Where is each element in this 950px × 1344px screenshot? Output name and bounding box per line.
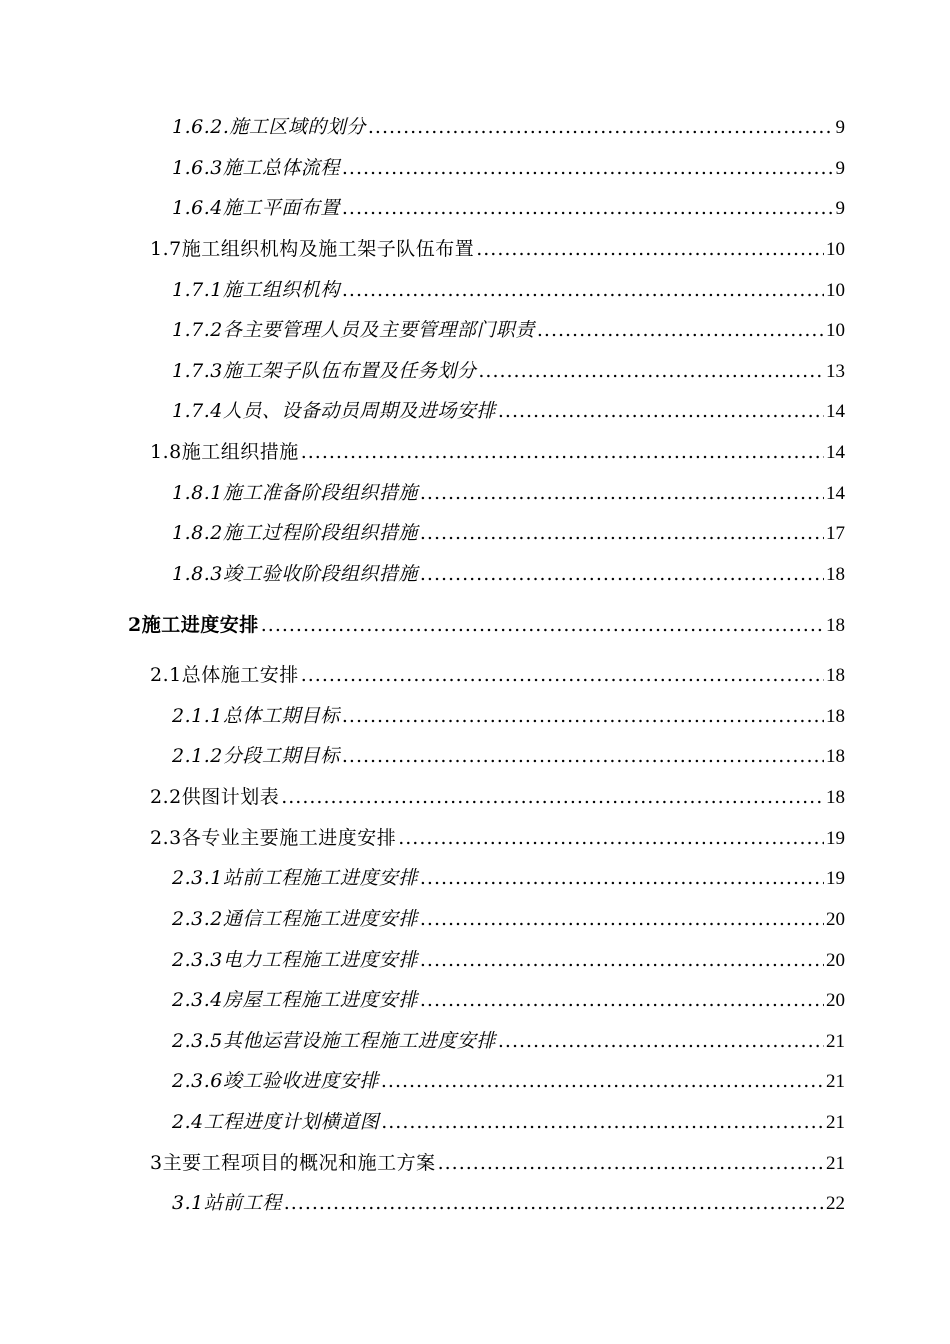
toc-entry[interactable] (172, 1190, 845, 1217)
toc-entry[interactable] (172, 1109, 845, 1136)
toc-dot-leader (420, 987, 824, 1013)
toc-page-number: 13 (826, 361, 845, 382)
toc-page-number: 21 (826, 1071, 845, 1092)
toc-page-number: 18 (826, 615, 845, 636)
toc-dot-leader (420, 480, 824, 506)
toc-dot-leader (301, 439, 824, 465)
toc-entry-title: 2.3.3电力工程施工进度安排 (172, 949, 418, 971)
toc-entry-title: 2.3.2通信工程施工进度安排 (172, 908, 418, 930)
toc-dot-leader (342, 195, 834, 221)
toc-entry[interactable] (172, 155, 845, 182)
toc-dot-leader (438, 1150, 824, 1176)
toc-entry[interactable] (172, 317, 845, 344)
toc-entry[interactable] (172, 947, 845, 974)
toc-dot-leader (420, 520, 824, 546)
toc-page-number: 14 (826, 483, 845, 504)
toc-entry[interactable] (150, 439, 845, 466)
toc-entry[interactable] (172, 114, 845, 141)
toc-dot-leader (281, 784, 824, 810)
toc-dot-leader (301, 662, 824, 688)
toc-entry-title: 2.1总体施工安排 (150, 664, 299, 686)
toc-entry[interactable] (172, 277, 845, 304)
toc-dot-leader (342, 277, 824, 303)
toc-entry[interactable] (150, 236, 845, 263)
toc-page-number: 9 (835, 158, 845, 179)
toc-page-number: 20 (826, 909, 845, 930)
toc-entry-title: 1.7.2各主要管理人员及主要管理部门职责 (172, 319, 535, 341)
toc-entry-title: 2.3.1站前工程施工进度安排 (172, 867, 418, 889)
toc-page-number: 22 (826, 1193, 845, 1214)
toc-dot-leader (420, 947, 824, 973)
toc-entry-title: 1.7.4人员、设备动员周期及进场安排 (172, 400, 496, 422)
toc-dot-leader (284, 1190, 824, 1216)
toc-dot-leader (342, 155, 834, 181)
toc-entry-title: 1.8.1施工准备阶段组织措施 (172, 482, 418, 504)
toc-page-number: 9 (835, 117, 845, 138)
toc-entry[interactable] (150, 825, 845, 852)
toc-dot-leader (498, 398, 824, 424)
toc-dot-leader (498, 1028, 824, 1054)
toc-entry-title: 1.7.3施工架子队伍布置及任务划分 (172, 360, 477, 382)
toc-page-number: 18 (826, 746, 845, 767)
toc-entry-title: 1.8施工组织措施 (150, 441, 299, 463)
toc-entry[interactable] (172, 1028, 845, 1055)
toc-dot-leader (420, 906, 824, 932)
toc-page-number: 20 (826, 990, 845, 1011)
toc-page-number: 19 (826, 868, 845, 889)
toc-page-number: 18 (826, 564, 845, 585)
toc-entry-title: 2.3各专业主要施工进度安排 (150, 827, 397, 849)
toc-entry[interactable] (172, 358, 845, 385)
toc-page-number: 10 (826, 320, 845, 341)
toc-page-number: 19 (826, 828, 845, 849)
toc-page-number: 21 (826, 1153, 845, 1174)
toc-entry[interactable] (128, 612, 845, 639)
toc-dot-leader (342, 743, 824, 769)
toc-dot-leader (537, 317, 824, 343)
toc-entry-title: 1.8.2施工过程阶段组织措施 (172, 522, 418, 544)
toc-entry[interactable] (172, 195, 845, 222)
toc-entry-title: 2.3.4房屋工程施工进度安排 (172, 989, 418, 1011)
toc-entry-title: 1.6.2.施工区域的划分 (172, 116, 366, 138)
toc-entry-title: 1.7.1施工组织机构 (172, 279, 340, 301)
toc-dot-leader (398, 825, 824, 851)
toc-entry-title: 1.6.4施工平面布置 (172, 197, 340, 219)
toc-dot-leader (381, 1068, 824, 1094)
toc-page-number: 18 (826, 665, 845, 686)
toc-page-number: 18 (826, 787, 845, 808)
toc-entry[interactable] (172, 1068, 845, 1095)
toc-entry[interactable] (150, 662, 845, 689)
toc-dot-leader (476, 236, 824, 262)
toc-entry-title: 3主要工程项目的概况和施工方案 (150, 1152, 436, 1174)
toc-entry[interactable] (172, 906, 845, 933)
toc-entry[interactable] (172, 703, 845, 730)
toc-dot-leader (261, 612, 824, 638)
toc-dot-leader (381, 1109, 824, 1135)
toc-page-number: 21 (826, 1112, 845, 1133)
toc-entry[interactable] (172, 743, 845, 770)
toc-dot-leader (420, 865, 824, 891)
toc-dot-leader (478, 358, 824, 384)
toc-entry[interactable] (172, 865, 845, 892)
toc-page-number: 21 (826, 1031, 845, 1052)
toc-entry[interactable] (172, 480, 845, 507)
toc-page-number: 17 (826, 523, 845, 544)
toc-page-number: 18 (826, 706, 845, 727)
toc-dot-leader (368, 114, 834, 140)
toc-entry-title: 1.7施工组织机构及施工架子队伍布置 (150, 238, 475, 260)
toc-page-number: 14 (826, 401, 845, 422)
toc-entry[interactable] (172, 398, 845, 425)
toc-entry-title: 2.4工程进度计划横道图 (172, 1111, 380, 1133)
toc-dot-leader (342, 703, 824, 729)
toc-entry[interactable] (172, 987, 845, 1014)
toc-entry-title: 2.3.5其他运营设施工程施工进度安排 (172, 1030, 496, 1052)
toc-entry[interactable] (172, 520, 845, 547)
toc-entry-title: 1.6.3施工总体流程 (172, 157, 340, 179)
toc-entry-title: 2.3.6竣工验收进度安排 (172, 1070, 379, 1092)
toc-entry-title: 2施工进度安排 (128, 614, 259, 636)
toc-page-number: 10 (826, 239, 845, 260)
toc-entry-title: 3.1站前工程 (172, 1192, 282, 1214)
toc-entry[interactable] (150, 784, 845, 811)
toc-entry[interactable] (150, 1150, 845, 1177)
toc-dot-leader (420, 561, 824, 587)
toc-entry-title: 1.8.3竣工验收阶段组织措施 (172, 563, 418, 585)
toc-entry-title: 2.2供图计划表 (150, 786, 280, 808)
toc-page-number: 14 (826, 442, 845, 463)
toc-page-number: 10 (826, 280, 845, 301)
toc-entry[interactable] (172, 561, 845, 588)
toc-page-number: 9 (835, 198, 845, 219)
toc-page-number: 20 (826, 950, 845, 971)
toc-entry-title: 2.1.1总体工期目标 (172, 705, 340, 727)
toc-entry-title: 2.1.2分段工期目标 (172, 745, 340, 767)
